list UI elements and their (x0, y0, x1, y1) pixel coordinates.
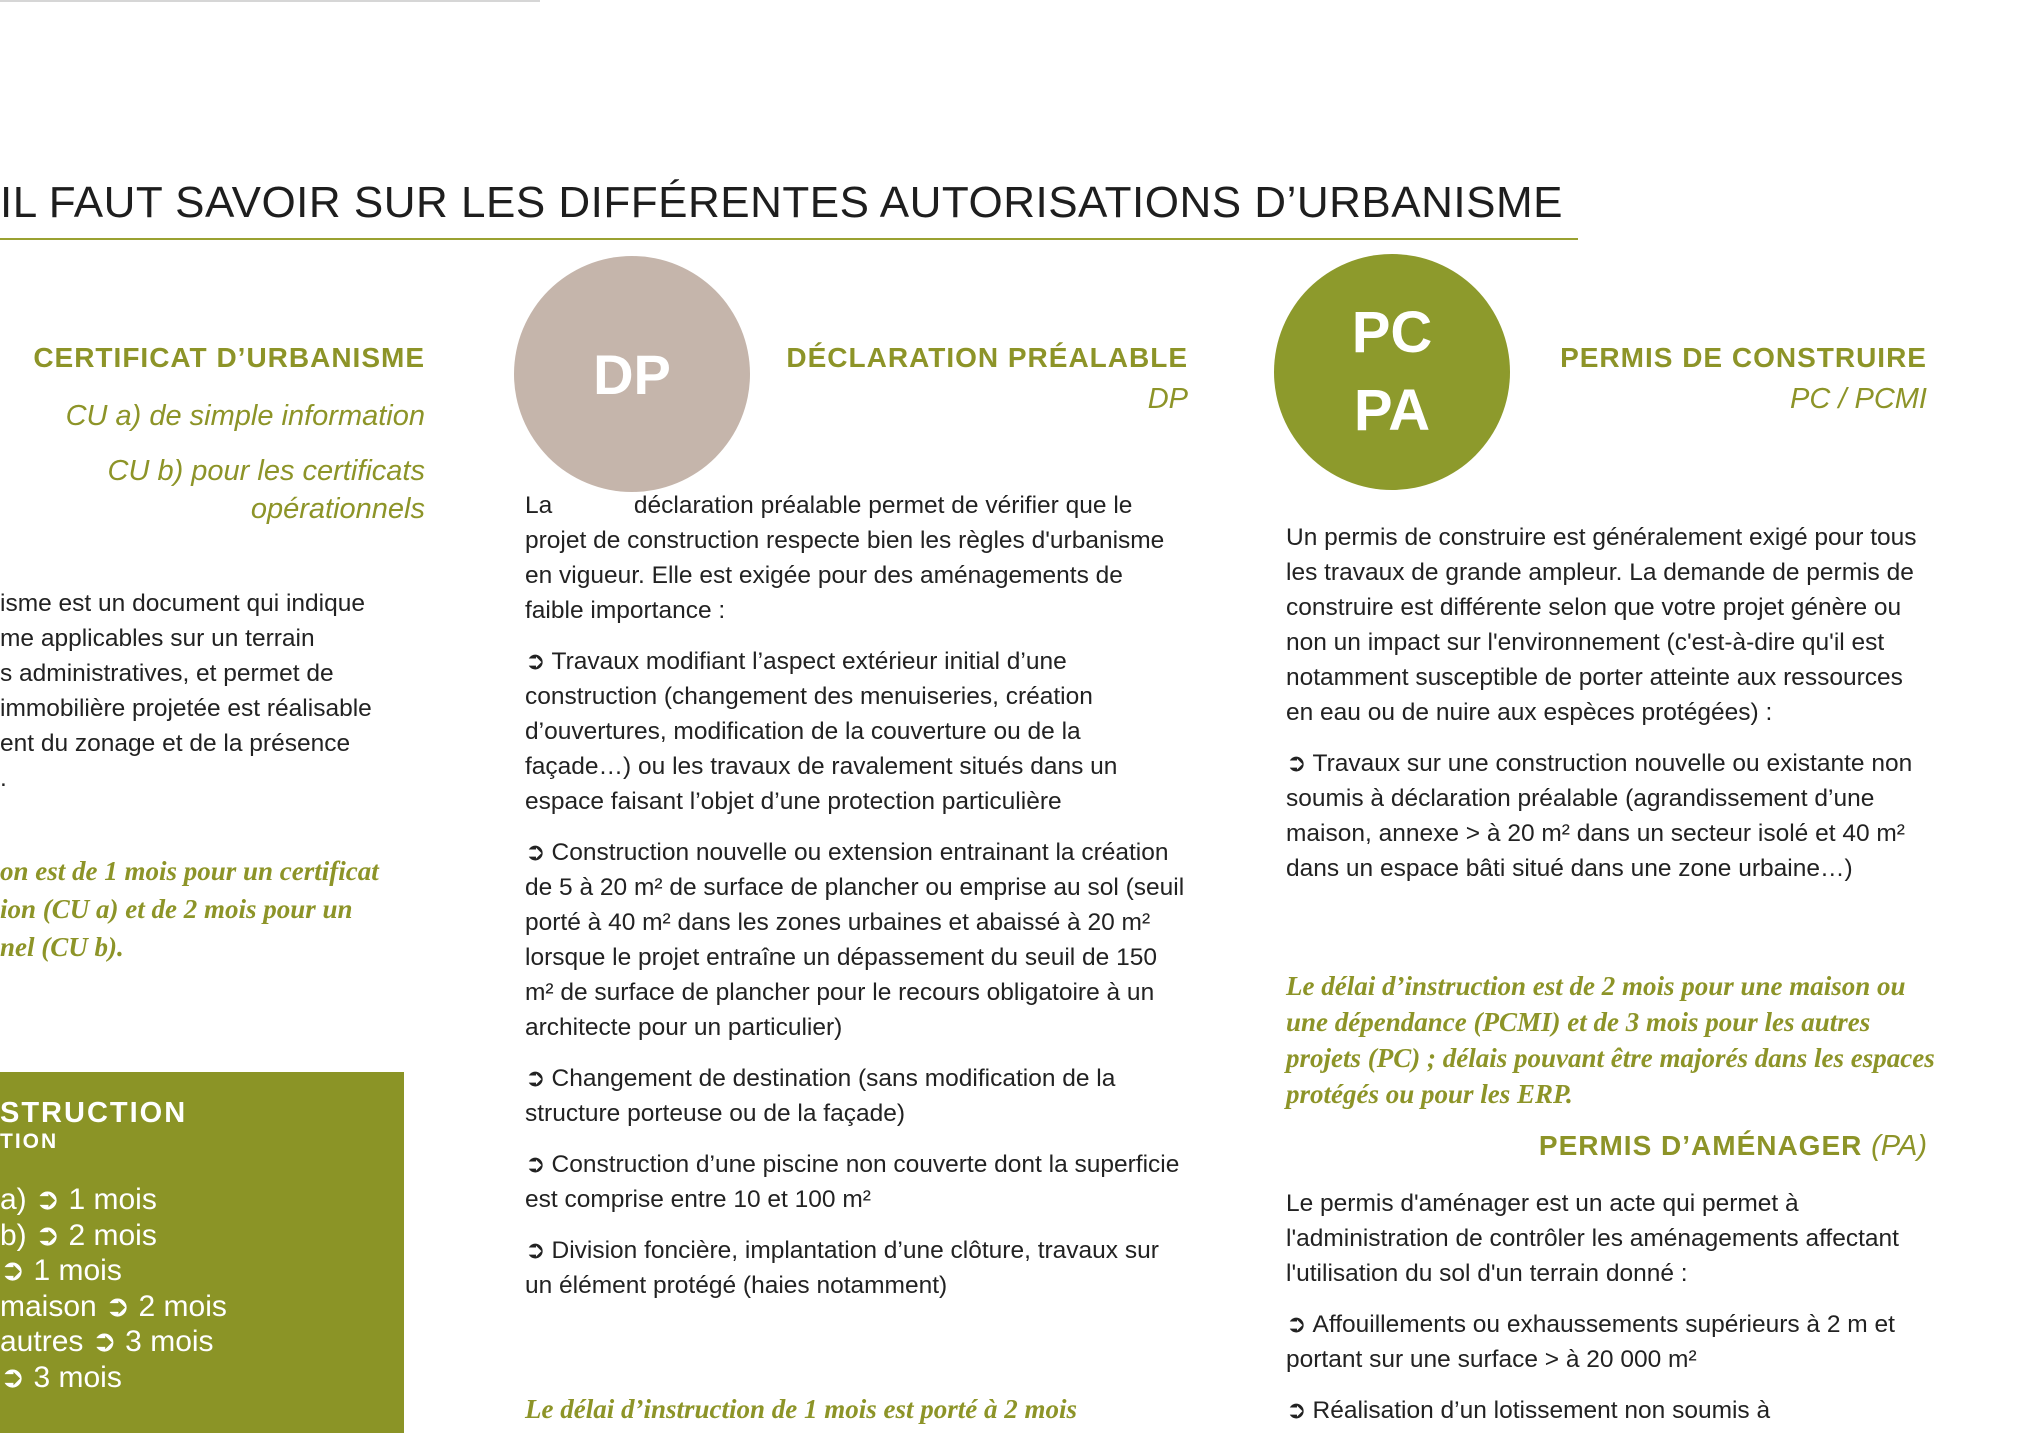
dp-bullet-text: Division foncière, implantation d’une clôture, travaux sur un élément protégé (haies notamment) (525, 1237, 1159, 1299)
pa-body (1286, 1186, 1936, 1444)
arrow-icon: ➲ (1286, 1397, 1307, 1424)
box-subtitle: TION (0, 1130, 59, 1153)
dp-subtitle: DP (1147, 383, 1188, 415)
cu-delay-line: ion (CU a) et de 2 mois pour un (0, 894, 353, 924)
pa-heading-abbrev: (PA) (1871, 1130, 1927, 1162)
arrow-icon: ➲ (1286, 750, 1307, 777)
cu-delay-line: on est de 1 mois pour un certificat (0, 856, 379, 886)
dp-badge (514, 256, 750, 492)
dp-badge-label: DP (593, 342, 671, 406)
dp-body (525, 488, 1185, 1319)
pc-intro: Un permis de construire est généralement exigé pour tous les travaux de grande ampleur. La demande de permis de construire est différente selon que votre projet génère ou non un impact sur l'environnement (c'est-à-dire qu'il est notamment susceptible de porter atteinte aux ressources en eau ou de nuire aux espèces protégées) : (1286, 524, 1917, 726)
cu-delay-line: nel (CU b). (0, 932, 124, 962)
arrow-icon: ➲ (525, 1151, 546, 1178)
arrow-icon: ➲ (525, 1237, 546, 1264)
cu-body-line: isme est un document qui indique (0, 590, 365, 617)
box-title: STRUCTION (0, 1097, 188, 1129)
cu-body-line: immobilière projetée est réalisable (0, 695, 372, 722)
pa-heading-text: PERMIS D’AMÉNAGER (1538, 1130, 1863, 1161)
pc-delay-note: Le délai d’instruction est de 2 mois pour une maison ou une dépendance (PCMI) et de 3 mois pour les autres projets (PC) ; délais pouvant être majorés dans les espaces protégés ou pour les ERP. (1286, 971, 1935, 1109)
box-delay-item: ➲ 3 mois (0, 1360, 122, 1394)
arrow-icon: ➲ (1286, 1311, 1307, 1338)
arrow-icon: ➲ (525, 648, 546, 675)
pa-bullet (1286, 1393, 1936, 1428)
pc-body (1286, 520, 1936, 902)
pc-badge-label: PC (1351, 300, 1433, 365)
title-underline (0, 238, 1578, 240)
dp-bullet (525, 835, 1185, 1045)
delays-summary-box (0, 1072, 404, 1433)
pc-bullet (1286, 746, 1936, 886)
dp-bullet (525, 1061, 1185, 1131)
box-delay-item: maison ➲ 2 mois (0, 1289, 227, 1323)
dp-bullet-text: Changement de destination (sans modification de la structure porteuse ou de la façade) (525, 1065, 1116, 1127)
pa-badge-label: PA (1353, 378, 1431, 443)
arrow-icon: ➲ (525, 1065, 546, 1092)
cu-body-line: s administratives, et permet de (0, 660, 334, 687)
cu-heading: CERTIFICAT D’URBANISME (33, 342, 425, 373)
pc-bullet-text: Travaux sur une construction nouvelle ou existante non soumis à déclaration préalable (agrandissement d’une maison, annexe > à 20 m² dans un secteur isolé et 40 m² dans un espace bâti situé dans une zone urbaine…) (1286, 750, 1913, 882)
dp-bullet-text: Travaux modifiant l’aspect extérieur initial d’une construction (changement des menuiseries, création d’ouvertures, modification de la couverture ou de la façade…) ou les travaux de ravalement situés dans un espace faisant l’objet d’une protection particulière (525, 648, 1118, 815)
cu-delay-note (0, 852, 420, 966)
pa-bullet (1286, 1307, 1936, 1377)
page-title: IL FAUT SAVOIR SUR LES DIFFÉRENTES AUTORISATIONS D’URBANISME (0, 178, 1563, 227)
cu-subtitle-a: CU a) de simple information (65, 400, 425, 432)
dp-bullet (525, 644, 1185, 819)
pa-bullet-text: Réalisation d’un lotissement non soumis à (1312, 1397, 1771, 1424)
pa-heading (1539, 1130, 1927, 1163)
cu-body-line: ent du zonage et de la présence (0, 730, 351, 757)
box-delay-item: a) ➲ 1 mois (0, 1183, 157, 1216)
dp-bullet-text: Construction nouvelle ou extension entrainant la création de 5 à 20 m² de surface de plancher ou emprise au sol (seuil porté à 40 m² dans les zones urbaines et abaissé à 20 m² lorsque le projet entraîne un dépassement du seuil de 150 m² de surface de plancher pour le recours obligatoire à un architecte pour un particulier) (525, 839, 1185, 1041)
dp-delay-note: Le délai d’instruction de 1 mois est porté à 2 mois (525, 1394, 1077, 1424)
pc-subtitle: PC / PCMI (1790, 383, 1927, 415)
pc-heading: PERMIS DE CONSTRUIRE (1560, 342, 1927, 373)
box-delay-item: autres ➲ 3 mois (0, 1325, 214, 1358)
pa-bullet-text: Affouillements ou exhaussements supérieurs à 2 m et portant sur une surface > à 20 000 m² (1286, 1311, 1895, 1373)
dp-bullet (525, 1147, 1185, 1217)
pc-pa-badge (1274, 254, 1510, 490)
pa-intro: Le permis d'aménager est un acte qui permet à l'administration de contrôler les aménagements affectant l'utilisation du sol d'un terrain donné : (1286, 1190, 1899, 1287)
box-delay-item: b) ➲ 2 mois (0, 1218, 157, 1252)
dp-intro: La déclaration préalable permet de vérifier que le projet de construction respecte bien les règles d'urbanisme en vigueur. Elle est exigée pour des aménagements de faible importance : (525, 492, 1172, 624)
cu-body (0, 586, 420, 796)
dp-bullet-text: Construction d’une piscine non couverte dont la superficie est comprise entre 10 et 100 m² (525, 1151, 1180, 1213)
box-delay-list (0, 1182, 227, 1395)
dp-bullet (525, 1233, 1185, 1303)
cu-subtitle-b-line2: opérationnels (250, 493, 425, 525)
cu-body-line: me applicables sur un terrain (0, 625, 315, 652)
top-rule (0, 0, 540, 2)
arrow-icon: ➲ (525, 839, 546, 866)
cu-body-line: . (0, 765, 7, 792)
cu-subtitle-b-line1: CU b) pour les certificats (107, 455, 425, 487)
box-delay-item: ➲ 1 mois (0, 1254, 122, 1287)
dp-heading: DÉCLARATION PRÉALABLE (786, 342, 1188, 373)
cu-subtitle-b (108, 452, 426, 528)
